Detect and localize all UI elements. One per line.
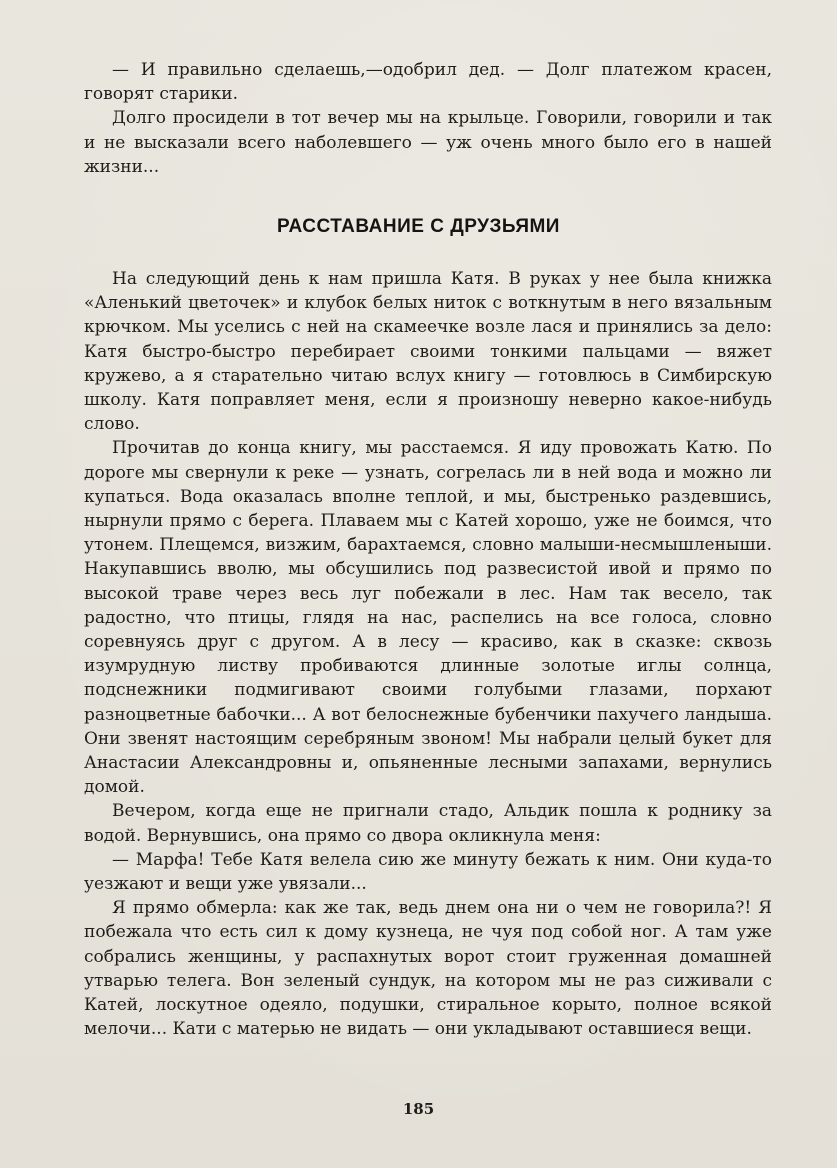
intro-text (84, 58, 772, 179)
paragraph: Вечером, когда еще не пригнали стадо, Альдик пошла к роднику за водой. Вернувшись, она прямо со двора окликнула меня: (84, 801, 772, 846)
paragraph: На следующий день к нам пришла Катя. В руках у нее была книжка «Аленький цветочек» и клубок белых ниток с воткнутым в него вязальным крючком. Мы уселись с ней на скамеечке возле лася и принялись за дело: Катя быстро-быстро перебирает своими тонкими пальцами — вяжет кружево, а я старательно читаю вслух книгу — готовлюсь в Симбирскую школу. Катя поправляет меня, если я произношу неверно какое-нибудь слово. (84, 269, 772, 435)
paragraph: — Марфа! Тебе Катя велела сию же минуту бежать к ним. Они куда-то уезжают и вещи уже увязали... (84, 849, 772, 895)
paragraph: — И правильно сделаешь,—одобрил дед. — Долг платежом красен, говорят старики. (84, 60, 772, 105)
paragraph: Прочитав до конца книгу, мы расстаемся. Я иду провожать Катю. По дороге мы свернули к реке — узнать, согрелась ли в ней вода и можно ли купаться. Вода оказалась вполне теплой, и мы, быстренько раздевшись, нырнули прямо с берега. Плаваем мы с Катей хорошо, уже не боимся, что утонем. Плещемся, визжим, барахтаемся, словно малыши-несмышленыши. Накупавшись вволю, мы обсушились под развесистой ивой и прямо по высокой траве через весь луг побежали в лес. Нам так весело, так радостно, что птицы, глядя на нас, распелись на все голоса, словно соревнуясь друг с другом. А в лесу — красиво, как в сказке: сквозь изумрудную листву пробиваются длинные золотые иглы солнца, подснежники подмигивают своими голубыми глазами, порхают разноцветные бабочки... А вот белоснежные бубенчики пахучего ландыша. Они звенят настоящим серебряным звоном! Мы набрали целый букет для Анастасии Александровны и, опьяненные лесными запахами, вернулись домой. (84, 438, 772, 798)
chapter-title: РАССТАВАНИЕ С ДРУЗЬЯМИ (277, 216, 560, 237)
paragraph: Долго просидели в тот вечер мы на крыльце. Говорили, говорили и так и не высказали всего наболевшего — уж очень много было его в нашей жизни... (84, 108, 772, 177)
paragraph: Я прямо обмерла: как же так, ведь днем она ни о чем не говорила?! Я побежала что есть сил к дому кузнеца, не чуя под собой ног. А там уже собрались женщины, у распахнутых ворот стоит груженная домашней утварью телега. Вон зеленый сундук, на котором мы не раз сиживали с Катей, лоскутное одеяло, подушки, стиральное корыто, полное всякой мелочи... Кати с матерью не видать — они укладывают оставшиеся вещи. (84, 898, 772, 1040)
chapter-text (84, 267, 772, 1042)
page-number: 185 (402, 1100, 435, 1118)
